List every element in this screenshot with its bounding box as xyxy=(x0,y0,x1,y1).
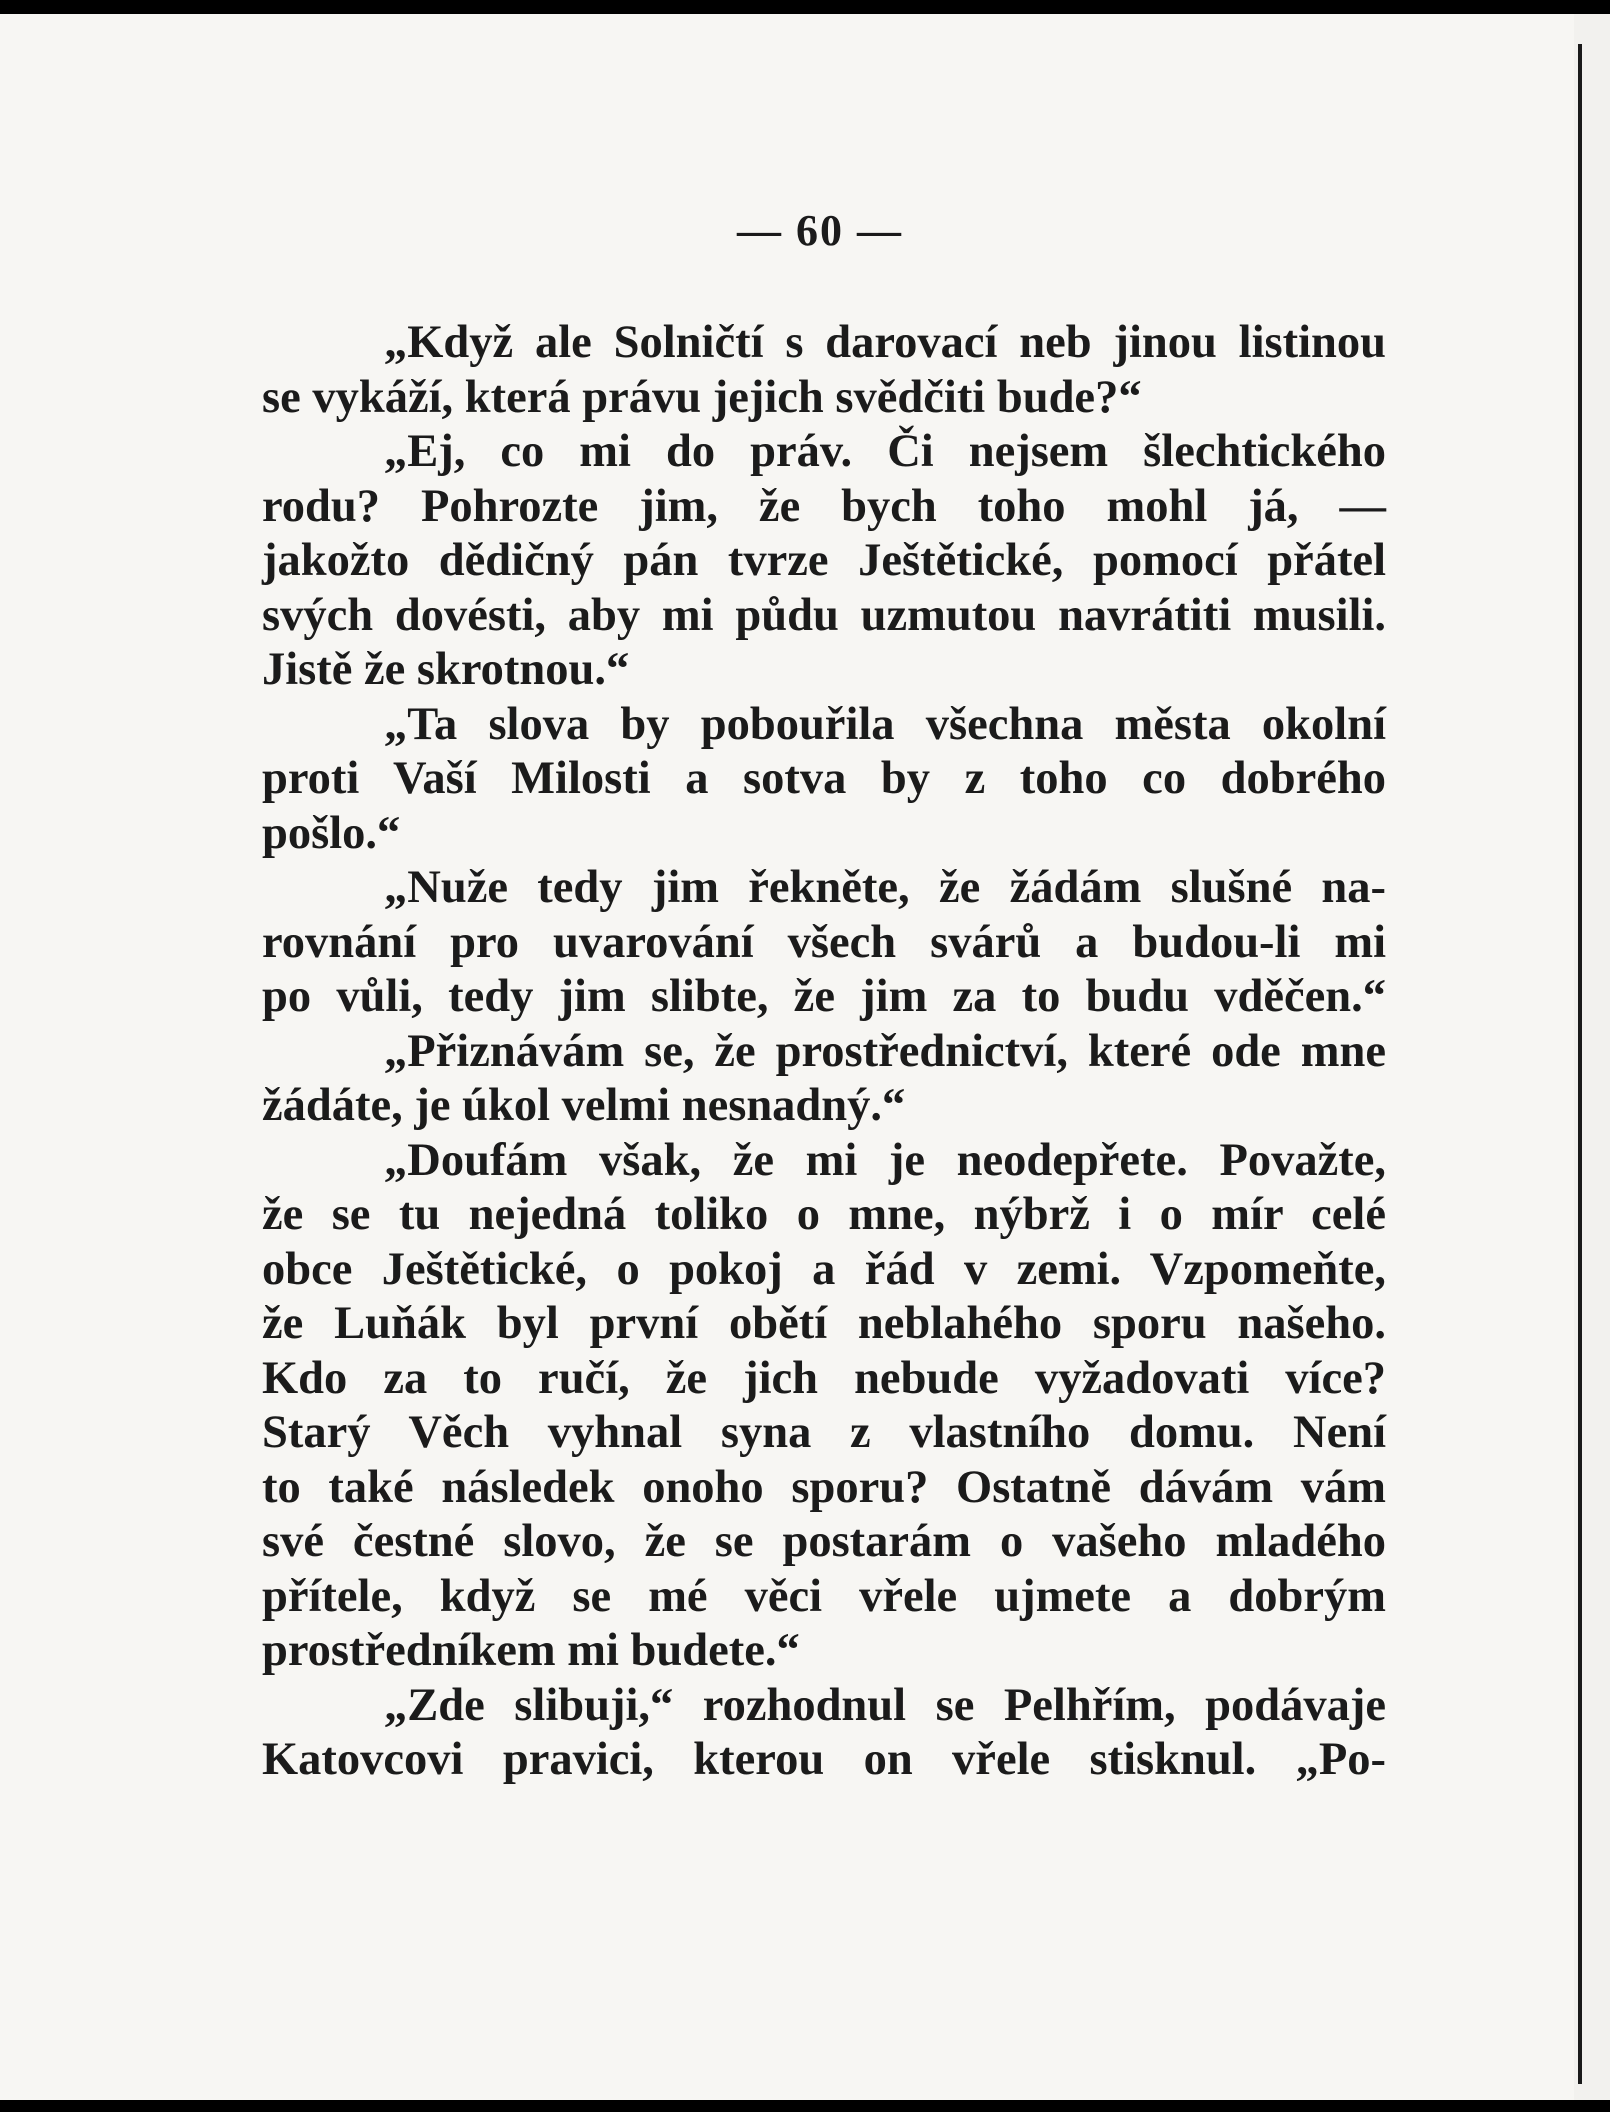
text-line: jakožto dědičný pán tvrze Ještětické, pomocí přátel xyxy=(262,535,1386,586)
text-line: „Zde slibuji,“ rozhodnul se Pelhřím, podávaje xyxy=(384,1679,1386,1731)
text-line: Kdo za to ručí, že jich nebude vyžadovati více? xyxy=(262,1352,1386,1404)
text-line: Katovcovi pravici, kterou on vřele stisknul. „Po- xyxy=(262,1734,1386,1785)
text-line: pošlo.“ xyxy=(262,807,401,859)
text-line: proti Vaší Milosti a sotva by z toho co dobrého xyxy=(262,753,1386,804)
text-line: Jistě že skrotnou.“ xyxy=(262,644,630,695)
text-line: „Doufám však, že mi je neodepřete. Považte, xyxy=(384,1134,1386,1186)
page-edge xyxy=(1574,14,1610,2100)
text-line: rodu? Pohrozte jim, že bych toho mohl já, — xyxy=(262,480,1386,532)
text-line: prostředníkem mi budete.“ xyxy=(262,1625,800,1676)
text-line: že Luňák byl první obětí neblahého sporu našeho. xyxy=(262,1298,1386,1349)
text-line: Starý Věch vyhnal syna z vlastního domu. Není xyxy=(262,1407,1386,1458)
text-line: po vůli, tedy jim slibte, že jim za to budu vděčen.“ xyxy=(262,971,1386,1022)
text-line: své čestné slovo, že se postarám o vašeho mladého xyxy=(262,1516,1386,1567)
text-line: se vykáží, která právu jejich svědčiti bude?“ xyxy=(262,371,1142,423)
page-number: — 60 — xyxy=(737,206,903,255)
text-line: to také následek onoho sporu? Ostatně dávám vám xyxy=(262,1461,1386,1513)
text-line: přítele, když se mé věci vřele ujmete a dobrým xyxy=(262,1570,1386,1622)
text-line: rovnání pro uvarování všech svárů a budou-li mi xyxy=(262,916,1386,968)
text-line: „Přiznávám se, že prostřednictví, které ode mne xyxy=(384,1025,1386,1077)
text-line: obce Ještětické, o pokoj a řád v zemi. Vzpomeňte, xyxy=(262,1243,1386,1295)
body-text xyxy=(262,316,1386,1788)
text-line: svých dovésti, aby mi půdu uzmutou navrátiti musili. xyxy=(262,589,1386,641)
text-line: „Když ale Solničtí s darovací neb jinou listinou xyxy=(384,317,1386,368)
text-line: „Ej, co mi do práv. Či nejsem šlechtického xyxy=(384,426,1386,477)
text-line: „Nuže tedy jim řekněte, že žádám slušné na- xyxy=(384,862,1386,913)
text-line: že se tu nejedná toliko o mne, nýbrž i o mír celé xyxy=(262,1189,1386,1240)
text-line: žádáte, je úkol velmi nesnadný.“ xyxy=(262,1080,906,1131)
text-line: „Ta slova by pobouřila všechna města okolní xyxy=(384,698,1386,750)
